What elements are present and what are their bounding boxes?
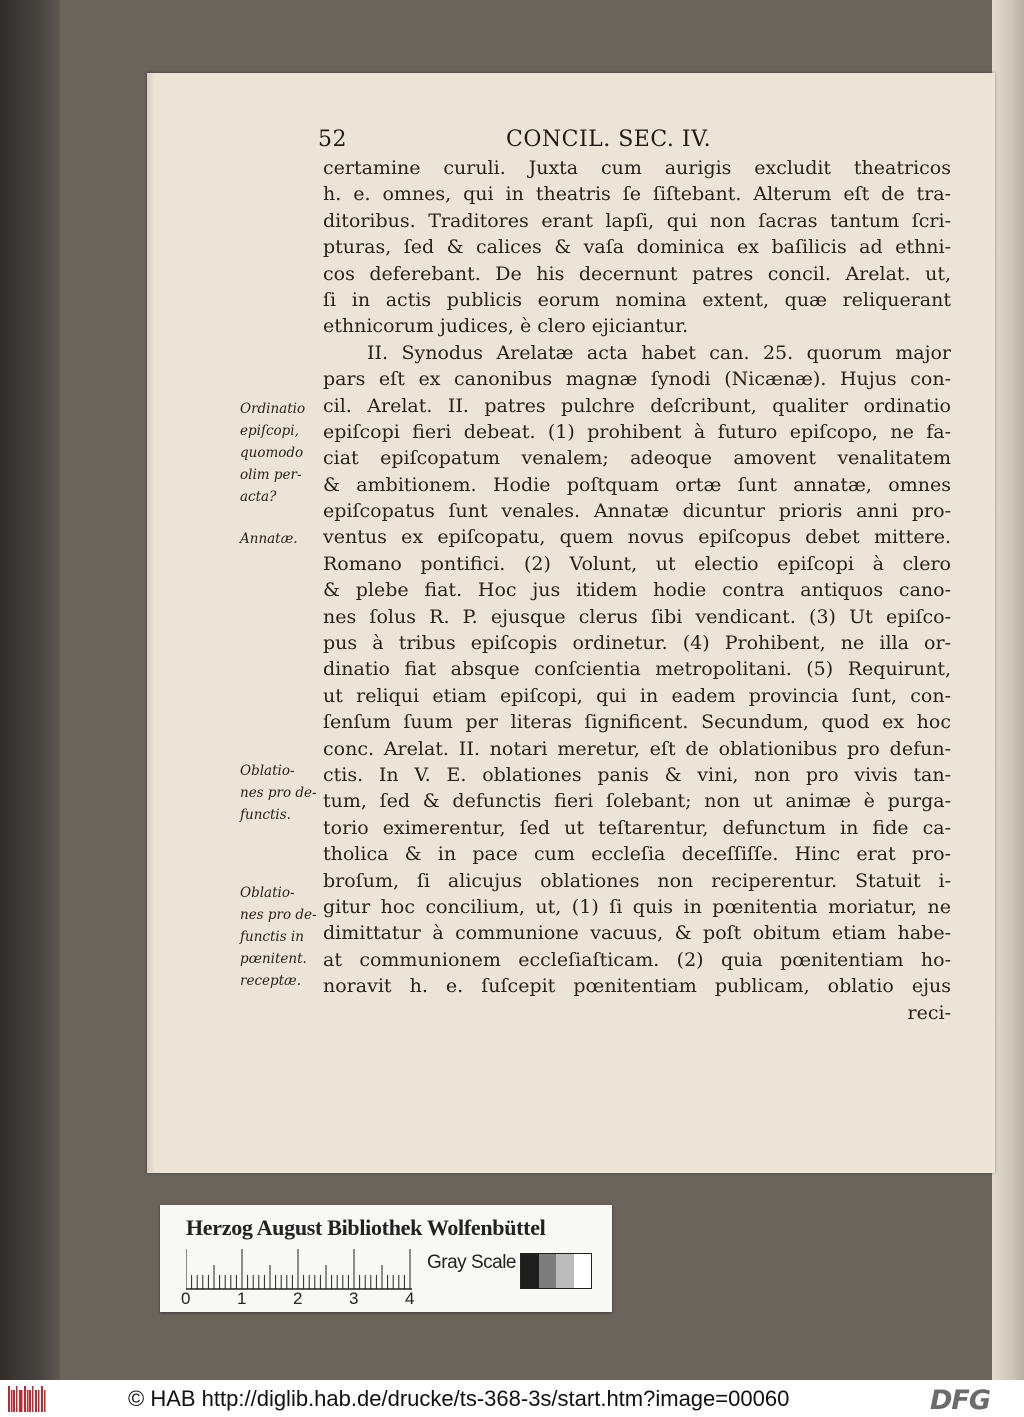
text-line: certamine curuli. Juxta cum aurigis excludit theatricos: [323, 157, 951, 179]
gray-swatch: [521, 1254, 539, 1288]
dfg-logo: DFG: [930, 1385, 991, 1416]
footer-bar: [0, 1380, 1024, 1417]
marginal-note-line: quomodo: [240, 445, 304, 461]
text-line: ventus ex epiſcopatu, quem novus epiſcopus debet mittere.: [323, 526, 951, 549]
text-line: pturas, ſed & calices & vaſa dominica ex baſilicis ad ethni-: [323, 236, 951, 259]
text-line: epiſcopatus ſunt venales. Annatæ dicuntur prioris anni pro-: [323, 500, 951, 523]
marginal-note-line: nes pro de-: [240, 785, 317, 801]
text-line: epiſcopi fieri debeat. (1) prohibent à futuro epiſcopo, ne fa-: [323, 420, 951, 443]
text-line: at communionem eccleſiaſticam. (2) quia pœnitentiam ho-: [323, 948, 951, 971]
text-line: torio eximerentur, ſed ut teſtarentur, defunctum in fide ca-: [323, 816, 951, 839]
text-line: ethnicorum judices, è clero ejiciantur.: [323, 315, 689, 338]
gray-swatch: [574, 1254, 592, 1288]
text-line: ut reliqui etiam epiſcopi, qui in eadem provincia ſunt, con-: [323, 684, 951, 707]
text-line: nes ſolus R. P. ejusque clerus ſibi vendicant. (3) Ut epiſco-: [323, 605, 951, 628]
marginal-note-line: receptæ.: [240, 973, 302, 989]
running-head-title: CONCIL. SEC. IV.: [506, 127, 712, 152]
text-line: & ambitionem. Hodie poſtquam ortæ ſunt annatæ, omnes: [323, 473, 951, 496]
text-line: pars eſt ex canonibus magnæ ſynodi (Nicænæ). Hujus con-: [323, 368, 951, 391]
ruler-number: 4: [405, 1289, 415, 1308]
text-line: ciat epiſcopatum venalem; adeoque amovent venalitatem: [323, 447, 951, 470]
text-line: dinatio fiat absque conſcientia metropolitani. (5) Requirunt,: [323, 658, 951, 681]
text-line: cos deferebant. De his decernunt patres concil. Arelat. ut,: [323, 262, 951, 285]
marginal-note: [240, 882, 322, 992]
text-line: cil. Arelat. II. patres pulchre deſcribunt, qualiter ordinatio: [323, 394, 951, 417]
text-line: noravit h. e. ſuſcepit pœnitentiam publicam, oblatio ejus: [323, 975, 951, 998]
marginal-note-line: functis.: [240, 807, 291, 823]
marginal-note-line: Annatæ.: [240, 531, 298, 547]
text-line: & plebe fiat. Hoc jus itidem hodie contra antiquos cano-: [323, 579, 951, 602]
marginal-note-line: Oblatio-: [240, 885, 295, 901]
body-text: [323, 155, 951, 1026]
page-gutter-edge: [147, 73, 155, 1173]
marginal-note-line: epiſcopi,: [240, 423, 299, 439]
page-number: 52: [318, 127, 347, 152]
marginal-note-line: olim per-: [240, 467, 302, 483]
text-line: gitur hoc concilium, ut, (1) ſi quis in pœnitentia moriatur, ne: [323, 895, 951, 918]
text-line: reci-: [907, 1001, 951, 1024]
marginal-note-line: pœnitent.: [240, 951, 307, 967]
text-line: ctis. In V. E. oblationes panis & vini, non pro vivis tan-: [323, 763, 951, 786]
footer-copyright-link[interactable]: © HAB http://diglib.hab.de/drucke/ts-368-3s/start.htm?image=00060: [128, 1386, 790, 1411]
text-line: tholica & in pace cum eccleſia deceſſiſſe. Hinc erat pro-: [323, 843, 951, 866]
text-line: dimittatur à communione vacuus, & poſt obitum etiam habe-: [323, 922, 951, 945]
gray-scale-bar: [520, 1253, 592, 1289]
running-head: [318, 127, 950, 155]
scale-card: [160, 1205, 612, 1312]
text-line: Romano pontifici. (2) Volunt, ut electio epiſcopi à clero: [323, 552, 951, 575]
text-line: ſi in actis publicis eorum nomina extent, quæ reliquerant: [323, 288, 951, 311]
gray-swatch: [539, 1254, 557, 1288]
marginal-note-line: Oblatio-: [240, 763, 295, 779]
ruler-number: 2: [293, 1289, 303, 1308]
book-binding-shadow: [0, 0, 60, 1380]
text-line: ſenſum ſuum per literas ſignificent. Secundum, quod ex hoc: [323, 711, 951, 734]
marginal-note: [240, 760, 322, 826]
marginal-note-line: Ordinatio: [240, 401, 306, 417]
marginal-note-line: functis in: [240, 929, 304, 945]
gray-scale-label: Gray Scale: [427, 1252, 516, 1273]
text-line: pus à tribus epiſcopis ordinetur. (4) Prohibent, ne illa or-: [323, 632, 951, 655]
facing-page-edge: [992, 0, 1024, 1380]
marginal-note-line: acta?: [240, 489, 277, 505]
marginal-note-line: nes pro de-: [240, 907, 317, 923]
marginal-note: [240, 398, 322, 508]
ruler-number: 0: [181, 1289, 191, 1308]
ruler-number: 1: [237, 1289, 247, 1308]
text-line: broſum, ſi alicujus oblationes non reciperentur. Statuit i-: [323, 869, 951, 892]
gray-swatch: [556, 1254, 574, 1288]
library-name: Herzog August Bibliothek Wolfenbüttel: [186, 1215, 546, 1240]
text-line: conc. Arelat. II. notari meretur, eſt de oblationibus pro defun-: [323, 737, 951, 760]
text-line: II. Synodus Arelatæ acta habet can. 25. quorum major: [367, 341, 951, 364]
ruler-number: 3: [349, 1289, 359, 1308]
text-line: tum, ſed & defunctis fieri ſolebant; non ut animæ è purga-: [323, 790, 951, 813]
hab-barcode-icon: [8, 1386, 48, 1412]
text-line: h. e. omnes, qui in theatris ſe ſiſtebant. Alterum eſt de tra-: [323, 183, 951, 206]
marginal-note: [240, 528, 322, 550]
text-line: ditoribus. Traditores erant lapſi, qui non ſacras tantum ſcri-: [323, 209, 951, 232]
